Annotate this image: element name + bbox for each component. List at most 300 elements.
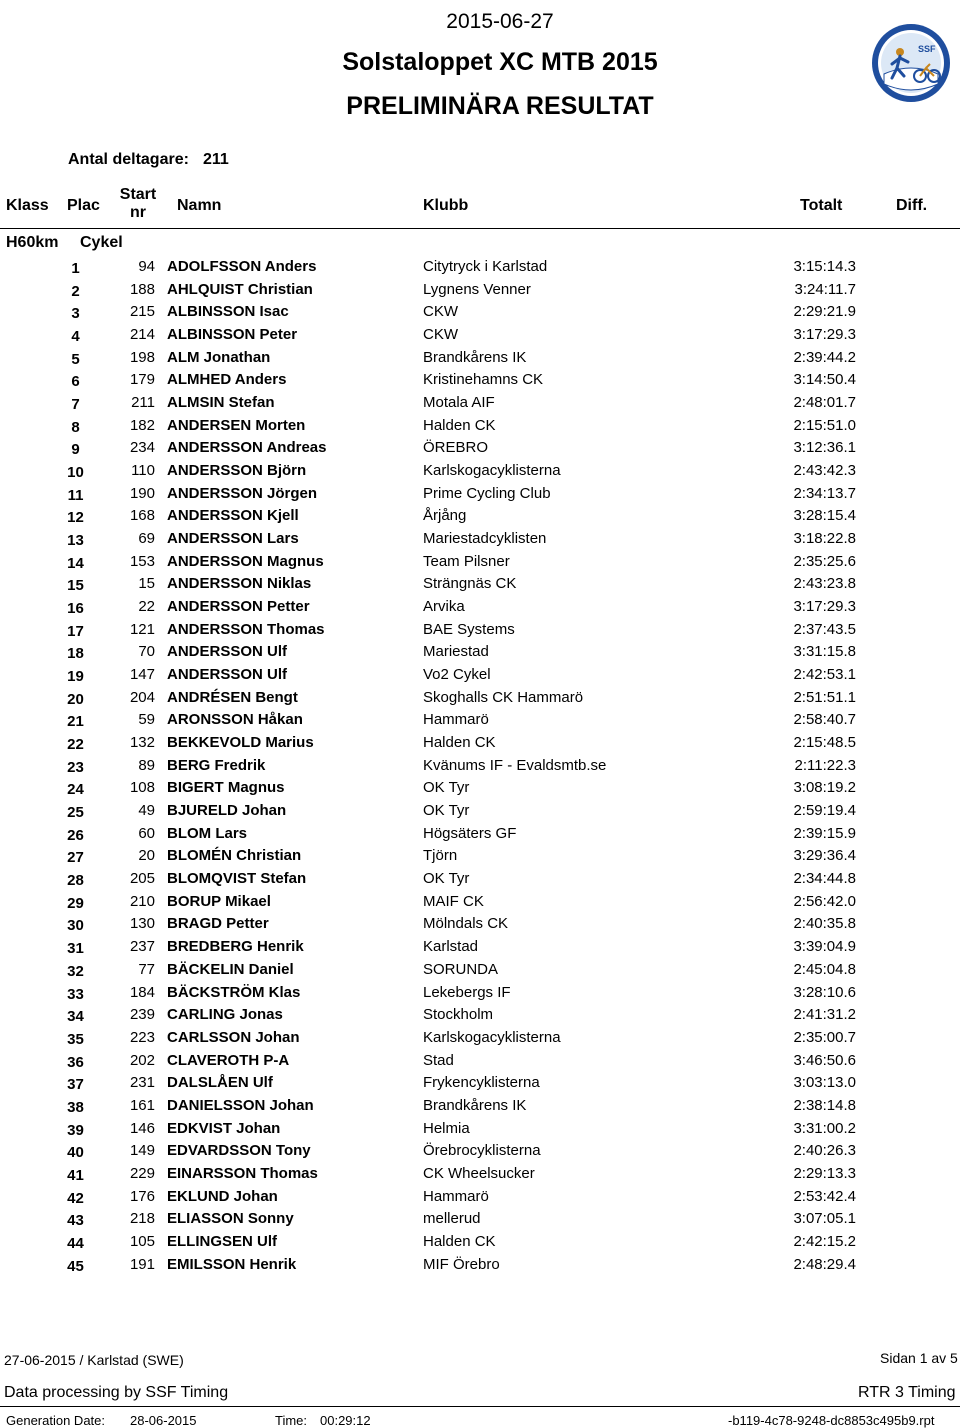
table-row [0, 1094, 960, 1117]
table-row [0, 1185, 960, 1208]
placing: 19 [67, 668, 84, 686]
start-number: 211 [131, 394, 155, 412]
placing: 21 [67, 713, 84, 731]
rider-name: CARLSSON Johan [167, 1028, 300, 1046]
total-time: 3:39:04.9 [793, 938, 856, 956]
club-name: Mariestad [423, 643, 489, 661]
total-time: 3:46:50.6 [793, 1051, 856, 1069]
start-number: 205 [129, 870, 155, 888]
total-time: 2:34:44.8 [793, 870, 856, 888]
placing: 10 [67, 464, 84, 482]
start-number: 146 [129, 1119, 155, 1137]
rider-name: BORUP Mikael [167, 892, 271, 910]
table-row [0, 391, 960, 414]
total-time: 3:03:13.0 [793, 1074, 856, 1092]
start-number: 214 [129, 326, 155, 344]
placing: 32 [67, 962, 84, 980]
rider-name: ANDERSSON Petter [167, 598, 310, 616]
rider-name: BERG Fredrik [167, 756, 266, 774]
club-name: OK Tyr [423, 802, 470, 820]
start-number: 215 [129, 303, 155, 321]
rider-name: BLOM Lars [167, 824, 248, 842]
placing: 44 [67, 1234, 84, 1252]
col-header-totalt: Totalt [800, 197, 843, 214]
club-name: Stad [423, 1051, 454, 1069]
table-row [0, 822, 960, 845]
rider-name: ELIASSON Sonny [167, 1210, 294, 1228]
table-row [0, 595, 960, 618]
rider-name: BLOMÉN Christian [167, 847, 302, 865]
total-time: 3:12:36.1 [793, 439, 856, 457]
table-row [0, 1026, 960, 1049]
placing: 16 [67, 600, 84, 618]
col-header-namn: Namn [177, 197, 222, 214]
rider-name: EINARSSON Thomas [167, 1164, 318, 1182]
placing: 17 [67, 622, 84, 640]
start-number: 168 [129, 507, 155, 525]
placing: 35 [67, 1030, 84, 1048]
rider-name: ANDERSSON Niklas [167, 575, 312, 593]
total-time: 3:17:29.3 [793, 598, 856, 616]
total-time: 3:14:50.4 [793, 371, 856, 389]
total-time: 3:18:22.8 [793, 530, 856, 548]
club-name: Årjång [423, 507, 467, 525]
rider-name: ANDERSSON Björn [167, 462, 307, 480]
club-name: Strängnäs CK [423, 575, 517, 593]
rider-name: ADOLFSSON Anders [167, 258, 317, 275]
col-header-start [118, 186, 158, 222]
club-name: CKW [423, 303, 458, 321]
start-number: 231 [129, 1074, 155, 1092]
rider-name: EDVARDSSON Tony [167, 1142, 311, 1160]
placing: 36 [67, 1053, 84, 1071]
start-number: 49 [138, 802, 155, 820]
table-row [0, 1139, 960, 1162]
rider-name: BRAGD Petter [167, 915, 269, 933]
club-name: Högsäters GF [423, 824, 517, 842]
club-name: MIF Örebro [423, 1255, 500, 1273]
table-row [0, 436, 960, 459]
rider-name: ALBINSSON Isac [167, 303, 289, 321]
table-row [0, 708, 960, 731]
table-row [0, 504, 960, 527]
table-row [0, 890, 960, 913]
club-name: Frykencyklisterna [423, 1074, 540, 1092]
placing: 24 [67, 781, 84, 799]
club-name: OK Tyr [423, 870, 470, 888]
club-name: Karlstad [423, 938, 479, 956]
placing: 22 [67, 736, 84, 754]
placing: 14 [67, 554, 84, 572]
total-time: 2:43:23.8 [793, 575, 856, 593]
table-row [0, 414, 960, 437]
col-header-diff: Diff. [896, 197, 928, 214]
total-time: 3:24:11.7 [794, 280, 856, 298]
club-name: CK Wheelsucker [423, 1164, 535, 1182]
club-name: Halden CK [423, 1232, 496, 1250]
table-row [0, 981, 960, 1004]
start-number: 153 [129, 552, 155, 570]
table-row [0, 1117, 960, 1140]
placing: 13 [67, 532, 84, 550]
start-number: 239 [129, 1006, 155, 1024]
placing: 27 [67, 849, 84, 867]
logo-text: SSF [918, 44, 936, 54]
placing: 29 [67, 894, 84, 912]
placing: 37 [67, 1076, 84, 1094]
col-header-klass: Klass [6, 197, 49, 214]
col-header-start-line2: nr [130, 204, 146, 221]
start-number: 184 [129, 983, 155, 1001]
results-table [0, 255, 960, 1275]
placing: 18 [67, 645, 84, 663]
table-row [0, 731, 960, 754]
placing: 30 [67, 917, 84, 935]
club-name: Brandkårens IK [423, 1096, 527, 1114]
club-name: Kvänums IF - Evaldsmtb.se [423, 756, 607, 774]
placing: 7 [71, 396, 80, 414]
start-number: 234 [129, 439, 155, 457]
placing: 5 [71, 350, 80, 368]
report-date: 2015-06-27 [446, 10, 554, 33]
club-name: SORUNDA [423, 960, 499, 978]
club-name: CKW [423, 326, 458, 344]
placing: 8 [71, 418, 80, 436]
rider-name: ALM Jonathan [167, 348, 271, 366]
rider-name: BREDBERG Henrik [167, 938, 304, 956]
club-name: Motala AIF [423, 394, 495, 412]
rider-name: EMILSSON Henrik [167, 1255, 297, 1273]
total-time: 2:40:35.8 [793, 915, 856, 933]
rider-name: ALBINSSON Peter [167, 326, 298, 344]
class-name: H60km [6, 234, 59, 251]
start-number: 210 [129, 892, 155, 910]
total-time: 2:51:51.1 [793, 688, 856, 706]
table-row [0, 368, 960, 391]
total-time: 2:58:40.7 [793, 711, 856, 729]
placing: 31 [67, 940, 84, 958]
table-row [0, 867, 960, 890]
table-row [0, 912, 960, 935]
club-name: ÖREBRO [423, 439, 489, 457]
generation-date-label: Generation Date: [6, 1413, 106, 1428]
total-time: 2:42:53.1 [793, 666, 856, 684]
table-row [0, 776, 960, 799]
club-name: Halden CK [423, 416, 496, 434]
total-time: 2:56:42.0 [793, 892, 856, 910]
club-name: Hammarö [423, 1187, 489, 1205]
rider-name: BJURELD Johan [167, 802, 287, 820]
placing: 41 [67, 1166, 84, 1184]
rider-name: BÄCKSTRÖM Klas [167, 983, 301, 1001]
start-number: 69 [138, 530, 155, 548]
rider-name: ANDERSSON Magnus [167, 552, 324, 570]
rider-name: ARONSSON Håkan [167, 711, 303, 729]
rider-name: BLOMQVIST Stefan [167, 870, 307, 888]
club-name: Skoghalls CK Hammarö [423, 688, 584, 706]
placing: 2 [71, 282, 80, 300]
start-number: 190 [129, 484, 155, 502]
start-number: 223 [129, 1028, 155, 1046]
report-subtitle: PRELIMINÄRA RESULTAT [346, 92, 654, 120]
placing: 6 [71, 373, 80, 391]
rider-name: DANIELSSON Johan [167, 1096, 314, 1114]
rider-name: ANDERSSON Ulf [167, 666, 288, 684]
start-number: 229 [129, 1164, 155, 1182]
total-time: 2:15:48.5 [793, 734, 856, 752]
start-number: 202 [129, 1051, 155, 1069]
rider-name: ANDERSSON Lars [167, 530, 299, 548]
total-time: 2:38:14.8 [793, 1096, 856, 1114]
start-number: 77 [138, 960, 155, 978]
total-time: 2:42:15.2 [793, 1232, 856, 1250]
table-row [0, 935, 960, 958]
table-row [0, 1162, 960, 1185]
total-time: 3:28:10.6 [793, 983, 856, 1001]
table-row [0, 958, 960, 981]
table-row [0, 618, 960, 641]
placing: 43 [67, 1212, 84, 1230]
start-number: 147 [129, 666, 155, 684]
start-number: 70 [138, 643, 155, 661]
total-time: 2:29:13.3 [793, 1164, 856, 1182]
club-name: Prime Cycling Club [423, 484, 551, 502]
placing: 3 [71, 305, 80, 323]
rider-name: BEKKEVOLD Marius [167, 734, 314, 752]
total-time: 2:35:25.6 [793, 552, 856, 570]
table-row [0, 323, 960, 346]
total-time: 2:53:42.4 [793, 1187, 856, 1205]
rider-name: ANDRÉSEN Bengt [167, 688, 298, 706]
club-name: Vo2 Cykel [423, 666, 491, 684]
start-number: 59 [138, 711, 155, 729]
total-time: 3:31:15.8 [793, 643, 856, 661]
start-number: 60 [138, 824, 155, 842]
total-time: 3:08:19.2 [793, 779, 856, 797]
table-row [0, 482, 960, 505]
software-name: RTR 3 Timing [858, 1384, 956, 1401]
club-name: OK Tyr [423, 779, 470, 797]
total-time: 2:45:04.8 [793, 960, 856, 978]
start-number: 22 [138, 598, 155, 616]
rider-name: EKLUND Johan [167, 1187, 278, 1205]
header-divider [0, 228, 960, 229]
placing: 9 [71, 441, 80, 459]
start-number: 191 [129, 1255, 155, 1273]
placing: 23 [67, 758, 84, 776]
start-number: 130 [129, 915, 155, 933]
placing: 25 [67, 804, 84, 822]
club-name: Stockholm [423, 1006, 494, 1024]
placing: 4 [71, 328, 80, 346]
col-header-klubb: Klubb [423, 197, 469, 214]
start-number: 121 [129, 620, 155, 638]
race-title: Solstaloppet XC MTB 2015 [342, 48, 658, 76]
club-name: Mölndals CK [423, 915, 509, 933]
start-number: 198 [129, 348, 155, 366]
start-number: 179 [129, 371, 155, 389]
table-row [0, 640, 960, 663]
total-time: 2:39:44.2 [793, 348, 856, 366]
rider-name: ALMSIN Stefan [167, 394, 275, 412]
club-name: Örebrocyklisterna [423, 1142, 541, 1160]
rider-name: ANDERSSON Ulf [167, 643, 288, 661]
rider-name: ELLINGSEN Ulf [167, 1232, 278, 1250]
club-name: BAE Systems [423, 620, 515, 638]
start-number: 218 [129, 1210, 155, 1228]
rider-name: ANDERSSON Kjell [167, 507, 299, 525]
start-number: 20 [138, 847, 155, 865]
rider-name: CLAVEROTH P-A [167, 1051, 290, 1069]
total-time: 2:35:00.7 [793, 1028, 856, 1046]
table-row [0, 1230, 960, 1253]
start-number: 94 [138, 258, 155, 275]
table-row [0, 550, 960, 573]
table-row [0, 1049, 960, 1072]
participants-count: 211 [203, 151, 229, 168]
club-name: MAIF CK [423, 892, 484, 910]
club-name: Halden CK [423, 734, 496, 752]
club-name: Helmia [423, 1119, 470, 1137]
table-row [0, 686, 960, 709]
rider-name: CARLING Jonas [167, 1006, 283, 1024]
participants-label: Antal deltagare: [68, 151, 189, 168]
total-time: 3:31:00.2 [793, 1119, 856, 1137]
total-time: 2:41:31.2 [793, 1006, 856, 1024]
time-label: Time: [275, 1413, 308, 1428]
club-name: Citytryck i Karlstad [423, 258, 548, 275]
placing: 42 [67, 1189, 84, 1207]
total-time: 2:43:42.3 [793, 462, 856, 480]
rider-name: ANDERSSON Andreas [167, 439, 327, 457]
total-time: 2:59:19.4 [793, 802, 856, 820]
start-number: 149 [129, 1142, 155, 1160]
col-header-plac: Plac [67, 197, 100, 214]
rider-name: ANDERSEN Morten [167, 416, 306, 434]
table-row [0, 1253, 960, 1276]
club-name: Hammarö [423, 711, 489, 729]
start-number: 237 [129, 938, 155, 956]
start-number: 132 [129, 734, 155, 752]
table-row [0, 1071, 960, 1094]
table-row [0, 459, 960, 482]
start-number: 89 [138, 756, 155, 774]
rider-name: BÄCKELIN Daniel [167, 960, 294, 978]
table-row [0, 346, 960, 369]
total-time: 2:37:43.5 [793, 620, 856, 638]
table-row [0, 754, 960, 777]
rider-name: ANDERSSON Thomas [167, 620, 325, 638]
club-name: mellerud [423, 1210, 481, 1228]
generation-date-value: 28-06-2015 [130, 1413, 197, 1428]
total-time: 3:15:14.3 [793, 258, 856, 275]
rider-name: EDKVIST Johan [167, 1119, 281, 1137]
total-time: 3:28:15.4 [793, 507, 856, 525]
rider-name: ANDERSSON Jörgen [167, 484, 318, 502]
table-row [0, 799, 960, 822]
table-row [0, 572, 960, 595]
data-processing-credit: Data processing by SSF Timing [4, 1384, 229, 1401]
club-name: Kristinehamns CK [423, 371, 544, 389]
placing: 12 [67, 509, 84, 527]
placing: 20 [67, 690, 84, 708]
start-number: 176 [129, 1187, 155, 1205]
club-name: Karlskogacyklisterna [423, 1028, 561, 1046]
placing: 38 [67, 1098, 84, 1116]
placing: 26 [67, 826, 84, 844]
table-row [0, 255, 960, 278]
total-time: 2:34:13.7 [793, 484, 856, 502]
table-row [0, 1207, 960, 1230]
total-time: 2:48:29.4 [793, 1255, 856, 1273]
placing: 28 [67, 872, 84, 890]
total-time: 2:40:26.3 [793, 1142, 856, 1160]
placing: 45 [67, 1257, 84, 1275]
table-row [0, 663, 960, 686]
table-row [0, 844, 960, 867]
rider-name: ALMHED Anders [167, 371, 287, 389]
document-id: -b119-4c78-9248-dc8853c495b9.rpt [728, 1413, 935, 1428]
start-number: 161 [129, 1096, 155, 1114]
page-indicator: Sidan 1 av 5 [880, 1350, 958, 1366]
table-row [0, 527, 960, 550]
total-time: 2:11:22.3 [794, 756, 856, 774]
placing: 34 [67, 1008, 84, 1026]
total-time: 3:07:05.1 [793, 1210, 856, 1228]
rider-name: AHLQUIST Christian [167, 280, 313, 298]
club-name: Lygnens Venner [423, 280, 531, 298]
total-time: 2:15:51.0 [793, 416, 856, 434]
rider-name: DALSLÅEN Ulf [167, 1074, 273, 1092]
class-type: Cykel [80, 234, 123, 251]
placing: 11 [67, 486, 84, 504]
placing: 1 [71, 260, 80, 277]
club-name: Tjörn [423, 847, 458, 865]
total-time: 3:29:36.4 [793, 847, 856, 865]
table-row [0, 300, 960, 323]
start-number: 15 [138, 575, 155, 593]
start-number: 188 [129, 280, 155, 298]
total-time: 2:48:01.7 [793, 394, 856, 412]
time-value: 00:29:12 [320, 1413, 371, 1428]
table-row [0, 278, 960, 301]
club-name: Team Pilsner [423, 552, 510, 570]
total-time: 3:17:29.3 [793, 326, 856, 344]
col-header-start-line1: Start [119, 186, 157, 203]
skier-cyclist-emblem-icon [870, 22, 952, 104]
footer-divider [0, 1406, 960, 1407]
rider-name: BIGERT Magnus [167, 779, 285, 797]
total-time: 2:39:15.9 [793, 824, 856, 842]
club-name: Mariestadcyklisten [423, 530, 547, 548]
club-name: Karlskogacyklisterna [423, 462, 561, 480]
placing: 40 [67, 1144, 84, 1162]
start-number: 182 [129, 416, 155, 434]
start-number: 110 [131, 462, 155, 480]
footer-date-place: 27-06-2015 / Karlstad (SWE) [4, 1352, 184, 1368]
placing: 33 [67, 985, 84, 1003]
start-number: 105 [129, 1232, 155, 1250]
start-number: 204 [129, 688, 155, 706]
club-name: Brandkårens IK [423, 348, 527, 366]
total-time: 2:29:21.9 [793, 303, 856, 321]
start-number: 108 [129, 779, 155, 797]
club-name: Arvika [423, 598, 465, 616]
table-row [0, 1003, 960, 1026]
placing: 39 [67, 1121, 84, 1139]
placing: 15 [67, 577, 84, 595]
club-name: Lekebergs IF [423, 983, 511, 1001]
